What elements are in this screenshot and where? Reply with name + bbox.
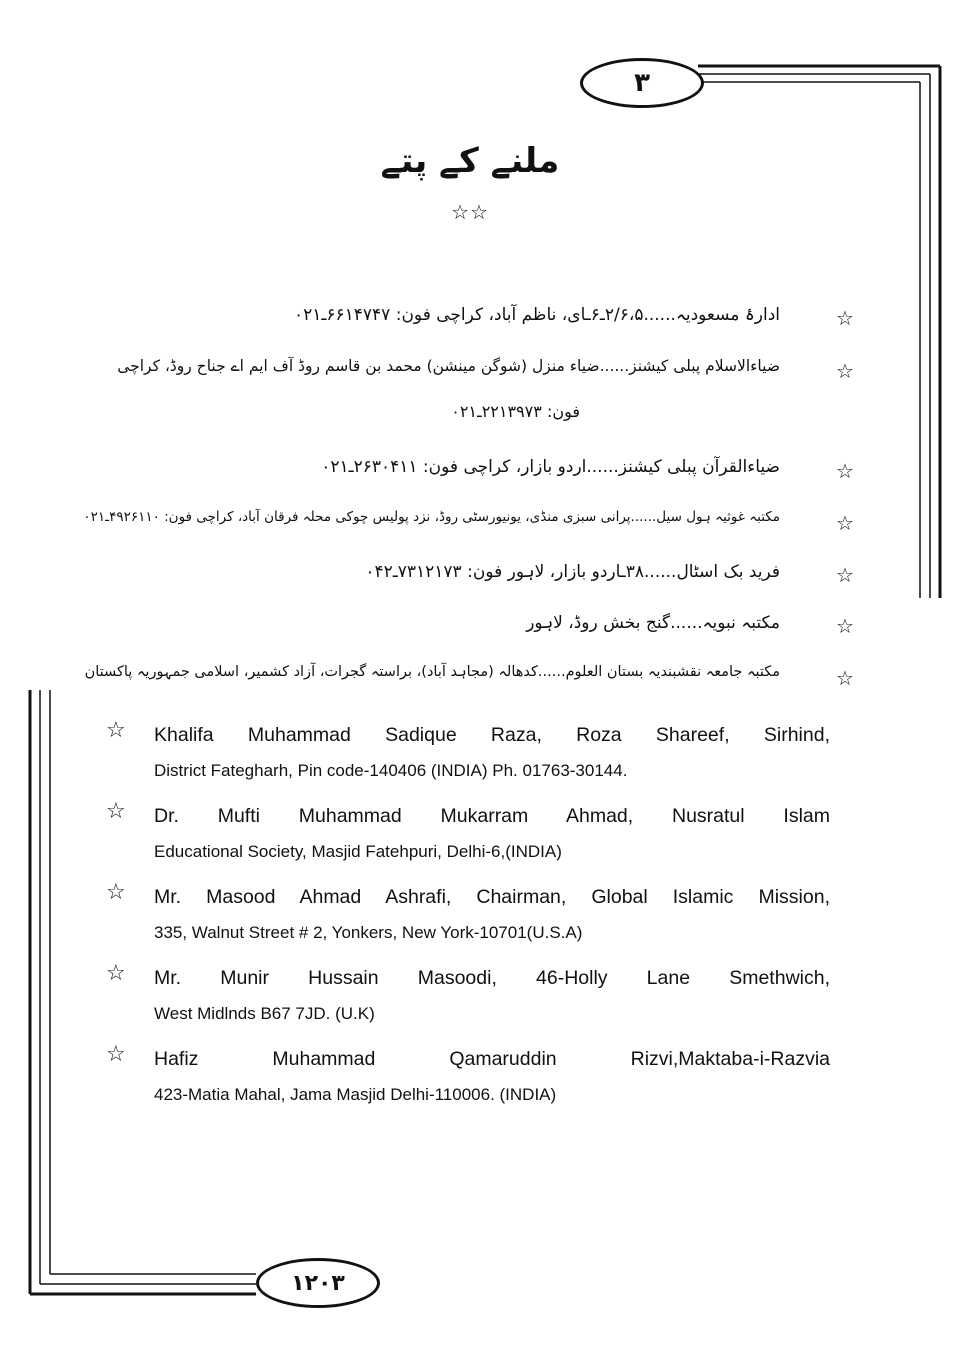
urdu-address-entry [84, 660, 860, 700]
urdu-address-entry [100, 608, 860, 648]
urdu-address-text: ادارۂ مسعودیہ......۲/۶،۵ـ۶ـای، ناظم آباد، کراچی فون: ۶۶۱۴۷۴۷ـ۰۲۱ [294, 305, 780, 325]
english-address-entry [100, 797, 830, 869]
star-bullet-icon: ☆ [836, 614, 854, 638]
urdu-address-entry [100, 300, 860, 340]
address-line-2: West Midlnds B67 7JD. (U.K) [154, 1004, 375, 1023]
urdu-address-entry [100, 557, 860, 597]
star-bullet-icon: ☆ [836, 666, 854, 690]
english-address-list [100, 716, 830, 1121]
address-line-1: Hafiz Muhammad Qamaruddin Rizvi,Maktaba-i-Razvia [154, 1048, 830, 1070]
urdu-address-continuation: فون: ۲۲۱۳۹۷۳ـ۰۲۱ [451, 402, 580, 421]
address-line-1: Mr. Munir Hussain Masoodi, 46-Holly Lane Smethwich, [154, 967, 830, 989]
english-address-entry [100, 878, 830, 950]
address-line-2: 335, Walnut Street # 2, Yonkers, New York-10701(U.S.A) [154, 923, 583, 942]
star-bullet-icon: ☆ [836, 563, 854, 587]
address-line-1: Khalifa Muhammad Sadique Raza, Roza Shareef, Sirhind, [154, 724, 830, 746]
address-line-1: Dr. Mufti Muhammad Mukarram Ahmad, Nusratul Islam [154, 805, 830, 827]
address-line-2: 423-Matia Mahal, Jama Masjid Delhi-110006. (INDIA) [154, 1085, 557, 1104]
english-address-entry [100, 959, 830, 1031]
star-bullet-icon: ☆ [836, 306, 854, 330]
urdu-address-text: مکتبہ نبویہ......گنج بخش روڈ، لاہور [526, 613, 780, 633]
urdu-address-text: مکتبہ غوثیہ ہول سیل......پرانی سبزی منڈی، یونیورسٹی روڈ، نزد پولیس چوکی محلہ فرقان آباد، کراچی فون: ۴۹۲۶۱۱۰ـ۰۲۱ [83, 509, 780, 525]
urdu-address-text: ضیاءالقرآن پبلی کیشنز......اردو بازار، کراچی فون: ۲۶۳۰۴۱۱ـ۰۲۱ [321, 457, 780, 477]
page-title: ملنے کے پتے [380, 141, 560, 181]
star-bullet-icon: ☆ [836, 359, 854, 383]
star-bullet-icon: ☆ [106, 1042, 126, 1067]
star-bullet-icon: ☆ [106, 799, 126, 824]
title-stars: ☆☆ [451, 200, 489, 224]
urdu-address-entry [100, 453, 860, 493]
address-line-1: Mr. Masood Ahmad Ashrafi, Chairman, Global Islamic Mission, [154, 886, 830, 908]
bottom-page-number: ۱۲۰۳ [256, 1258, 380, 1308]
urdu-address-text: مکتبہ جامعہ نقشبندیہ بستان العلوم......کدھالہ (مجاہد آباد)، براستہ گجرات، آزاد کشمیر، اسلامی جمہوریہ پاکستان [84, 664, 780, 680]
urdu-address-text: فرید بک اسٹال......۳۸ـاردو بازار، لاہور فون: ۷۳۱۲۱۷۳ـ۰۴۲ [365, 562, 780, 582]
star-bullet-icon: ☆ [106, 880, 126, 905]
address-line-2: Educational Society, Masjid Fatehpuri, Delhi-6,(INDIA) [154, 842, 562, 861]
star-bullet-icon: ☆ [106, 718, 126, 743]
address-line-2: District Fategharh, Pin code-140406 (INDIA) Ph. 01763-30144. [154, 761, 628, 780]
english-address-entry [100, 1040, 830, 1112]
urdu-address-entry [100, 353, 860, 393]
star-bullet-icon: ☆ [836, 511, 854, 535]
urdu-address-entry [83, 505, 860, 545]
urdu-address-text: ضیاءالاسلام پبلی کیشنز......ضیاء منزل (شوگن مینشن) محمد بن قاسم روڈ آف ایم اے جناح روڈ، کراچی [117, 357, 780, 375]
star-bullet-icon: ☆ [106, 961, 126, 986]
star-bullet-icon: ☆ [836, 459, 854, 483]
top-page-number: ۳ [580, 58, 704, 108]
english-address-entry [100, 716, 830, 788]
